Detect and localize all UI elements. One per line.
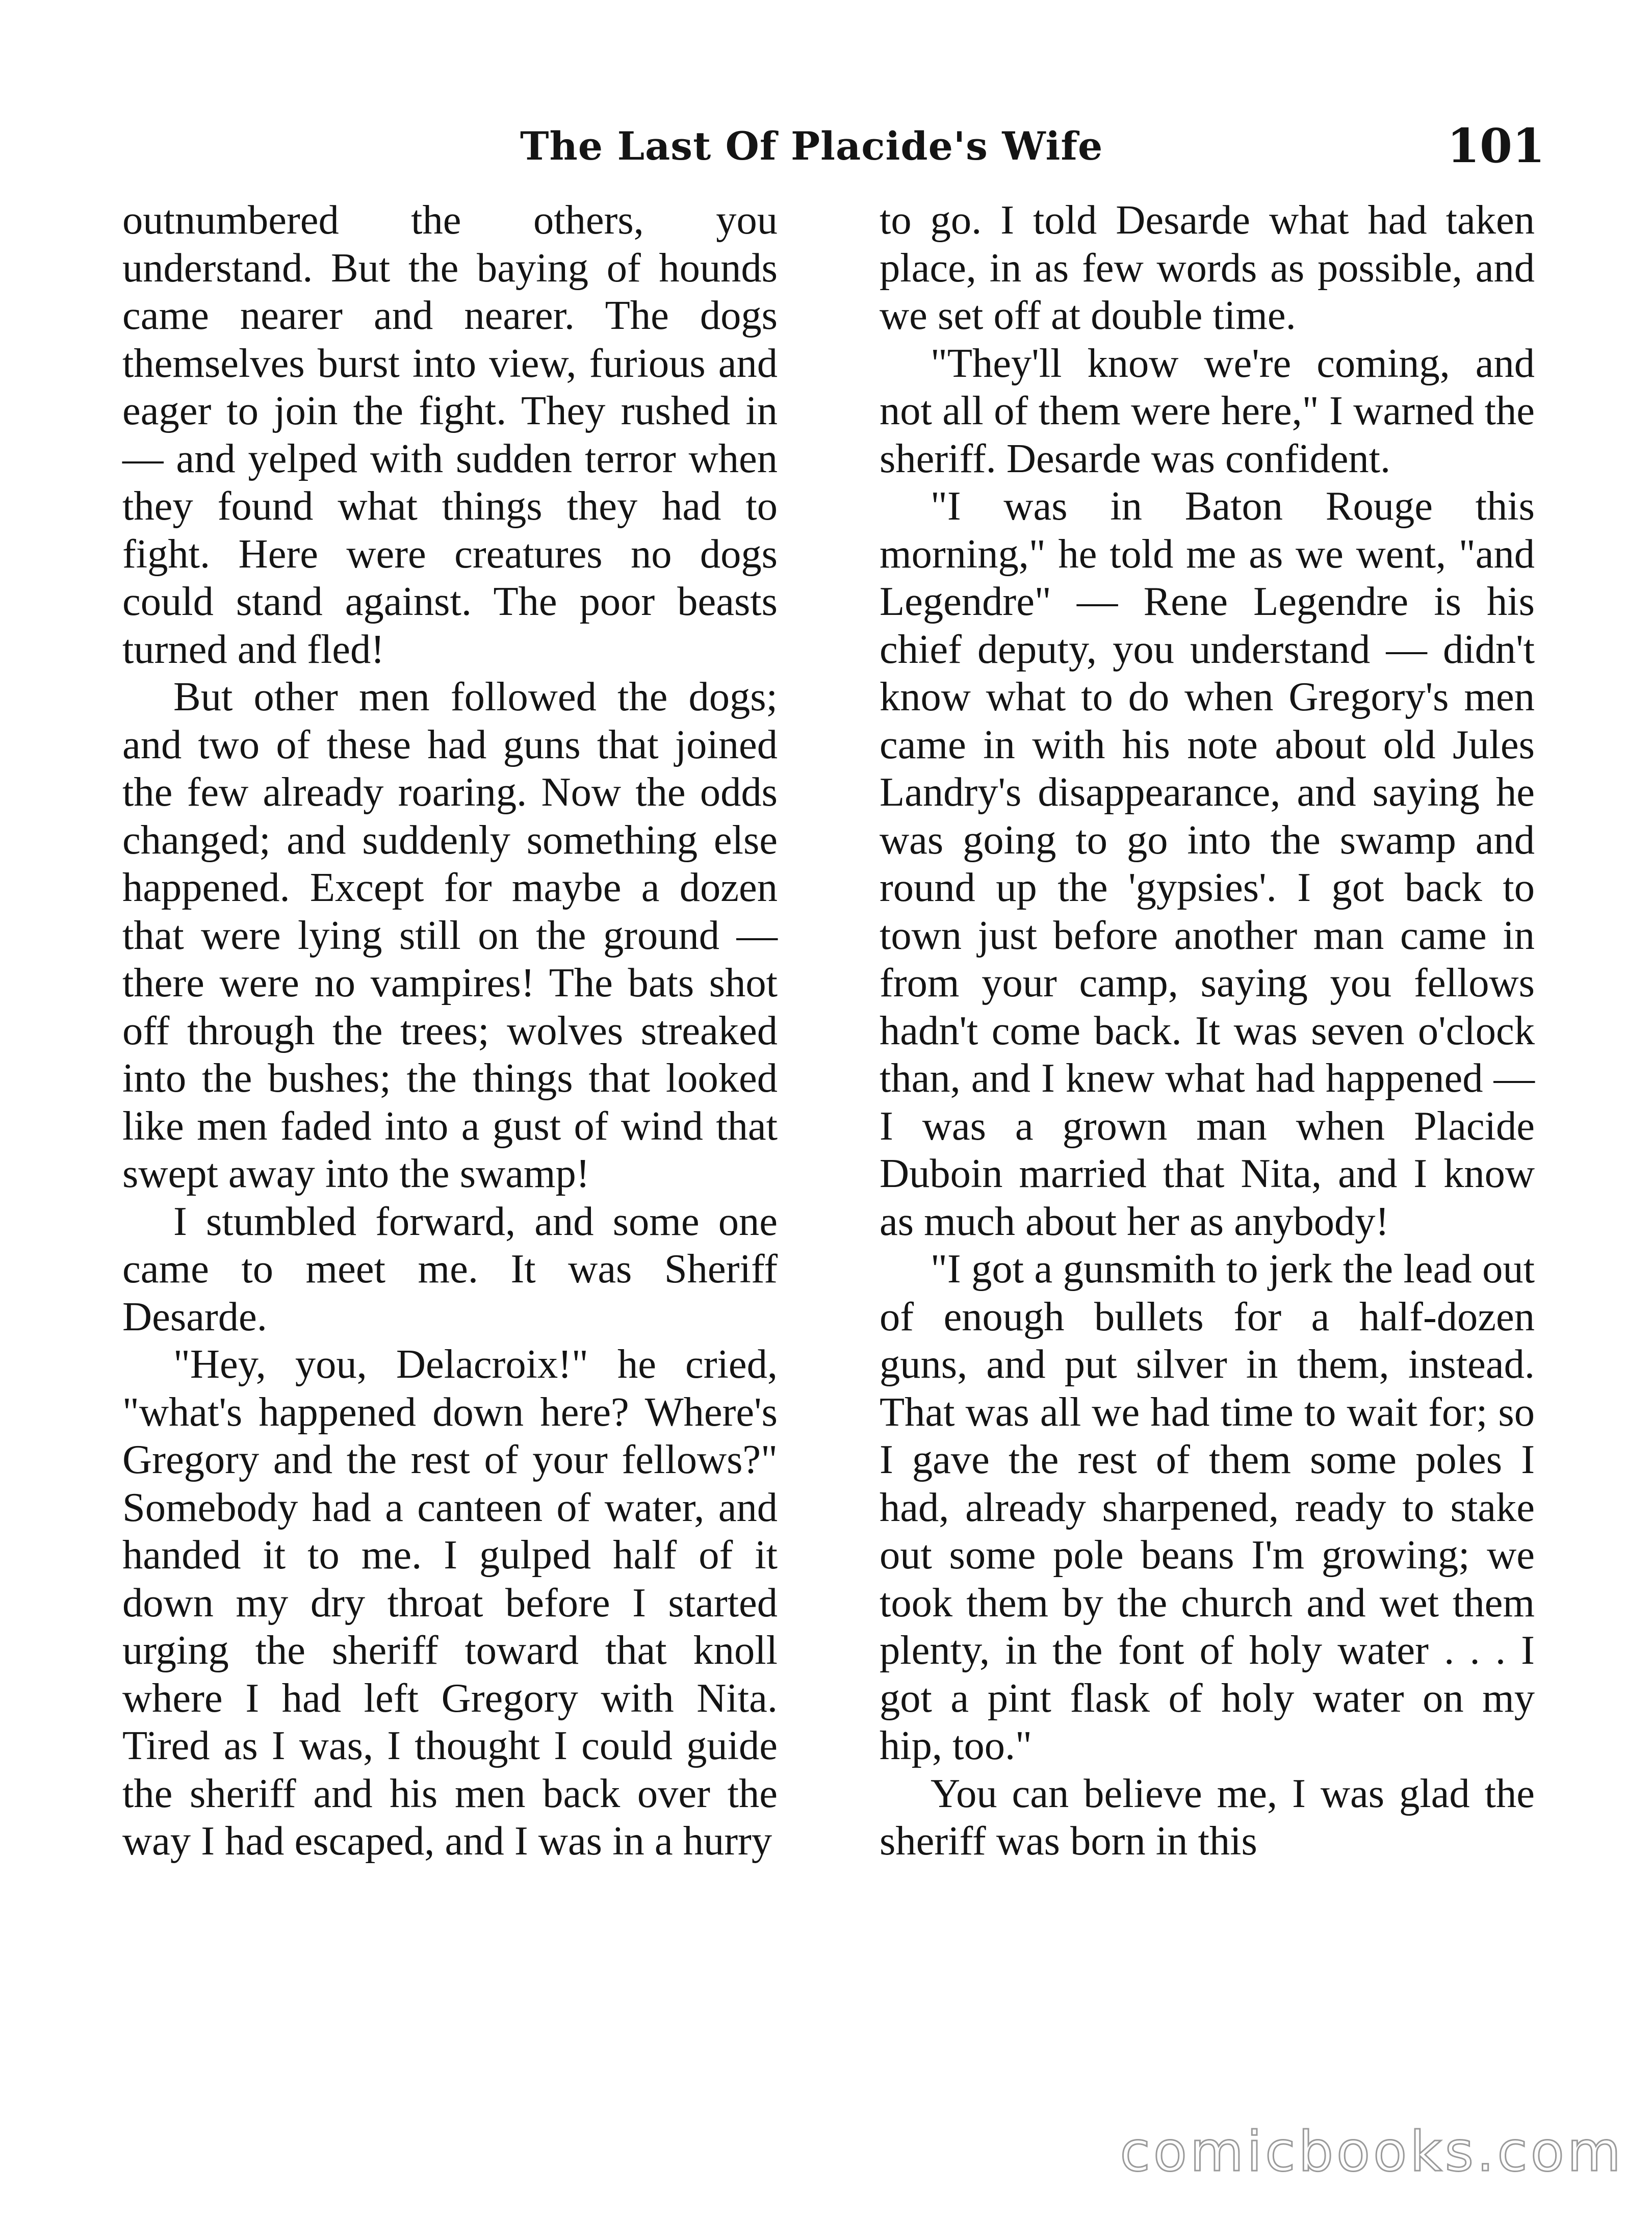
paragraph: You can believe me, I was glad the sheriff was born in this xyxy=(880,1770,1535,1864)
paragraph: "I got a gunsmith to jerk the lead out of enough bullets for a half-dozen guns, and put silver in them, instead. That was all we had time to wait for; so I gave the rest of them some poles I had, already sharpened, ready to stake out some pole beans I'm growing; we took them by the church and wet them plenty, in the font of holy water . . . I got a pint flask of holy water on my hip, too." xyxy=(880,1246,1535,1768)
page-header xyxy=(122,118,1545,195)
page-number: 101 xyxy=(1447,118,1545,173)
paragraph: to go. I told Desarde what had taken place, in as few words as possible, and we set off at double time. xyxy=(880,197,1535,338)
paragraph: outnumbered the others, you understand. But the baying of hounds came nearer and nearer. The dogs themselves burst into view, furious and eager to join the fight. They rushed in — and yelped with sudden terror when they found what things they had to fight. Here were creatures no dogs could stand against. The poor beasts turned and fled! xyxy=(122,197,778,672)
paragraph: "I was in Baton Rouge this morning," he told me as we went, "and Legendre" — Rene Legendre is his chief deputy, you understand — didn't know what to do when Gregory's men came in with his note about old Jules Landry's disappearance, and saying he was going to go into the swamp and round up the 'gypsies'. I got back to town just before another man came in from your camp, saying you fellows hadn't come back. It was seven o'clock than, and I knew what had happened — I was a grown man when Placide Duboin married that Nita, and I know as much about her as anybody! xyxy=(880,483,1535,1244)
paragraph: But other men followed the dogs; and two of these had guns that joined the few already roaring. Now the odds changed; and suddenly something else happened. Except for maybe a dozen that were lying still on the ground — there were no vampires! The bats shot off through the trees; wolves streaked into the bushes; the things that looked like men faded into a gust of wind that swept away into the swamp! xyxy=(122,674,778,1196)
paragraph: I stumbled forward, and some one came to meet me. It was Sheriff Desarde. xyxy=(122,1198,778,1339)
paragraph: "Hey, you, Delacroix!" he cried, "what's happened down here? Where's Gregory and the rest of your fellows?" Somebody had a canteen of water, and handed it to me. I gulped half of it down my dry throat before I started urging the sheriff toward that knoll where I had left Gregory with Nita. Tired as I was, I thought I could guide the sheriff and his men back over the way I had escaped, and I was in a hurry xyxy=(122,1342,778,1864)
paragraph: "They'll know we're coming, and not all of them were here," I warned the sheriff. Desarde was confident. xyxy=(880,340,1535,481)
right-column xyxy=(880,196,1535,1865)
left-column xyxy=(122,196,778,1865)
running-title: The Last Of Placide's Wife xyxy=(520,123,1103,169)
watermark: comicbooks.com xyxy=(1120,2120,1624,2184)
